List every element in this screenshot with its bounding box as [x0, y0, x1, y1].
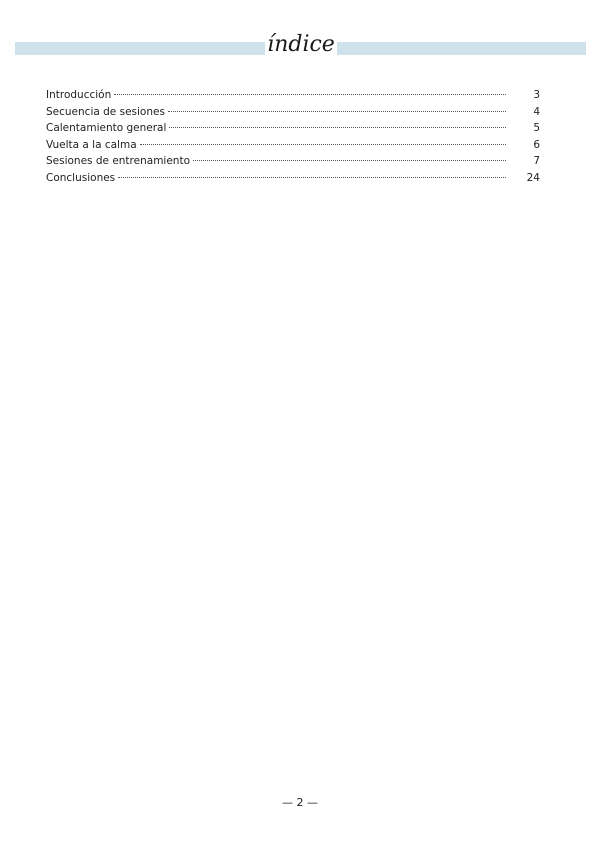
table-of-contents — [46, 87, 540, 187]
toc-entry-label: Introducción — [46, 89, 112, 101]
toc-entry[interactable] — [46, 137, 540, 154]
header-band — [15, 32, 586, 57]
toc-leader-dots — [193, 160, 506, 161]
toc-entry-page: 24 — [526, 171, 540, 184]
toc-entry-label: Calentamiento general — [46, 122, 167, 135]
toc-entry[interactable] — [46, 153, 540, 170]
toc-entry-page: 7 — [533, 155, 540, 168]
page-title: índice — [267, 32, 335, 57]
toc-entry[interactable] — [46, 87, 540, 104]
toc-leader-dots — [168, 111, 506, 112]
toc-entry-label: Vuelta a la calma — [46, 138, 137, 151]
toc-entry[interactable] — [46, 104, 540, 121]
toc-leader-dots — [114, 94, 506, 95]
toc-entry-page: 6 — [533, 138, 540, 151]
toc-leader-dots — [140, 144, 506, 145]
toc-leader-dots — [118, 177, 506, 178]
toc-entry-page: 3 — [533, 89, 540, 101]
toc-entry-label: Conclusiones — [46, 171, 116, 184]
toc-entry[interactable] — [46, 170, 540, 187]
toc-entry-label: Sesiones de entrenamiento — [46, 155, 190, 168]
toc-entry-page: 4 — [533, 105, 540, 118]
toc-entry-page: 5 — [533, 122, 540, 135]
header-band-right-bar — [337, 42, 586, 55]
header-band-left-bar — [15, 42, 265, 55]
page-number: — 2 — — [282, 796, 318, 809]
toc-entry-label: Secuencia de sesiones — [46, 105, 165, 118]
toc-leader-dots — [169, 127, 506, 128]
toc-entry[interactable] — [46, 120, 540, 137]
